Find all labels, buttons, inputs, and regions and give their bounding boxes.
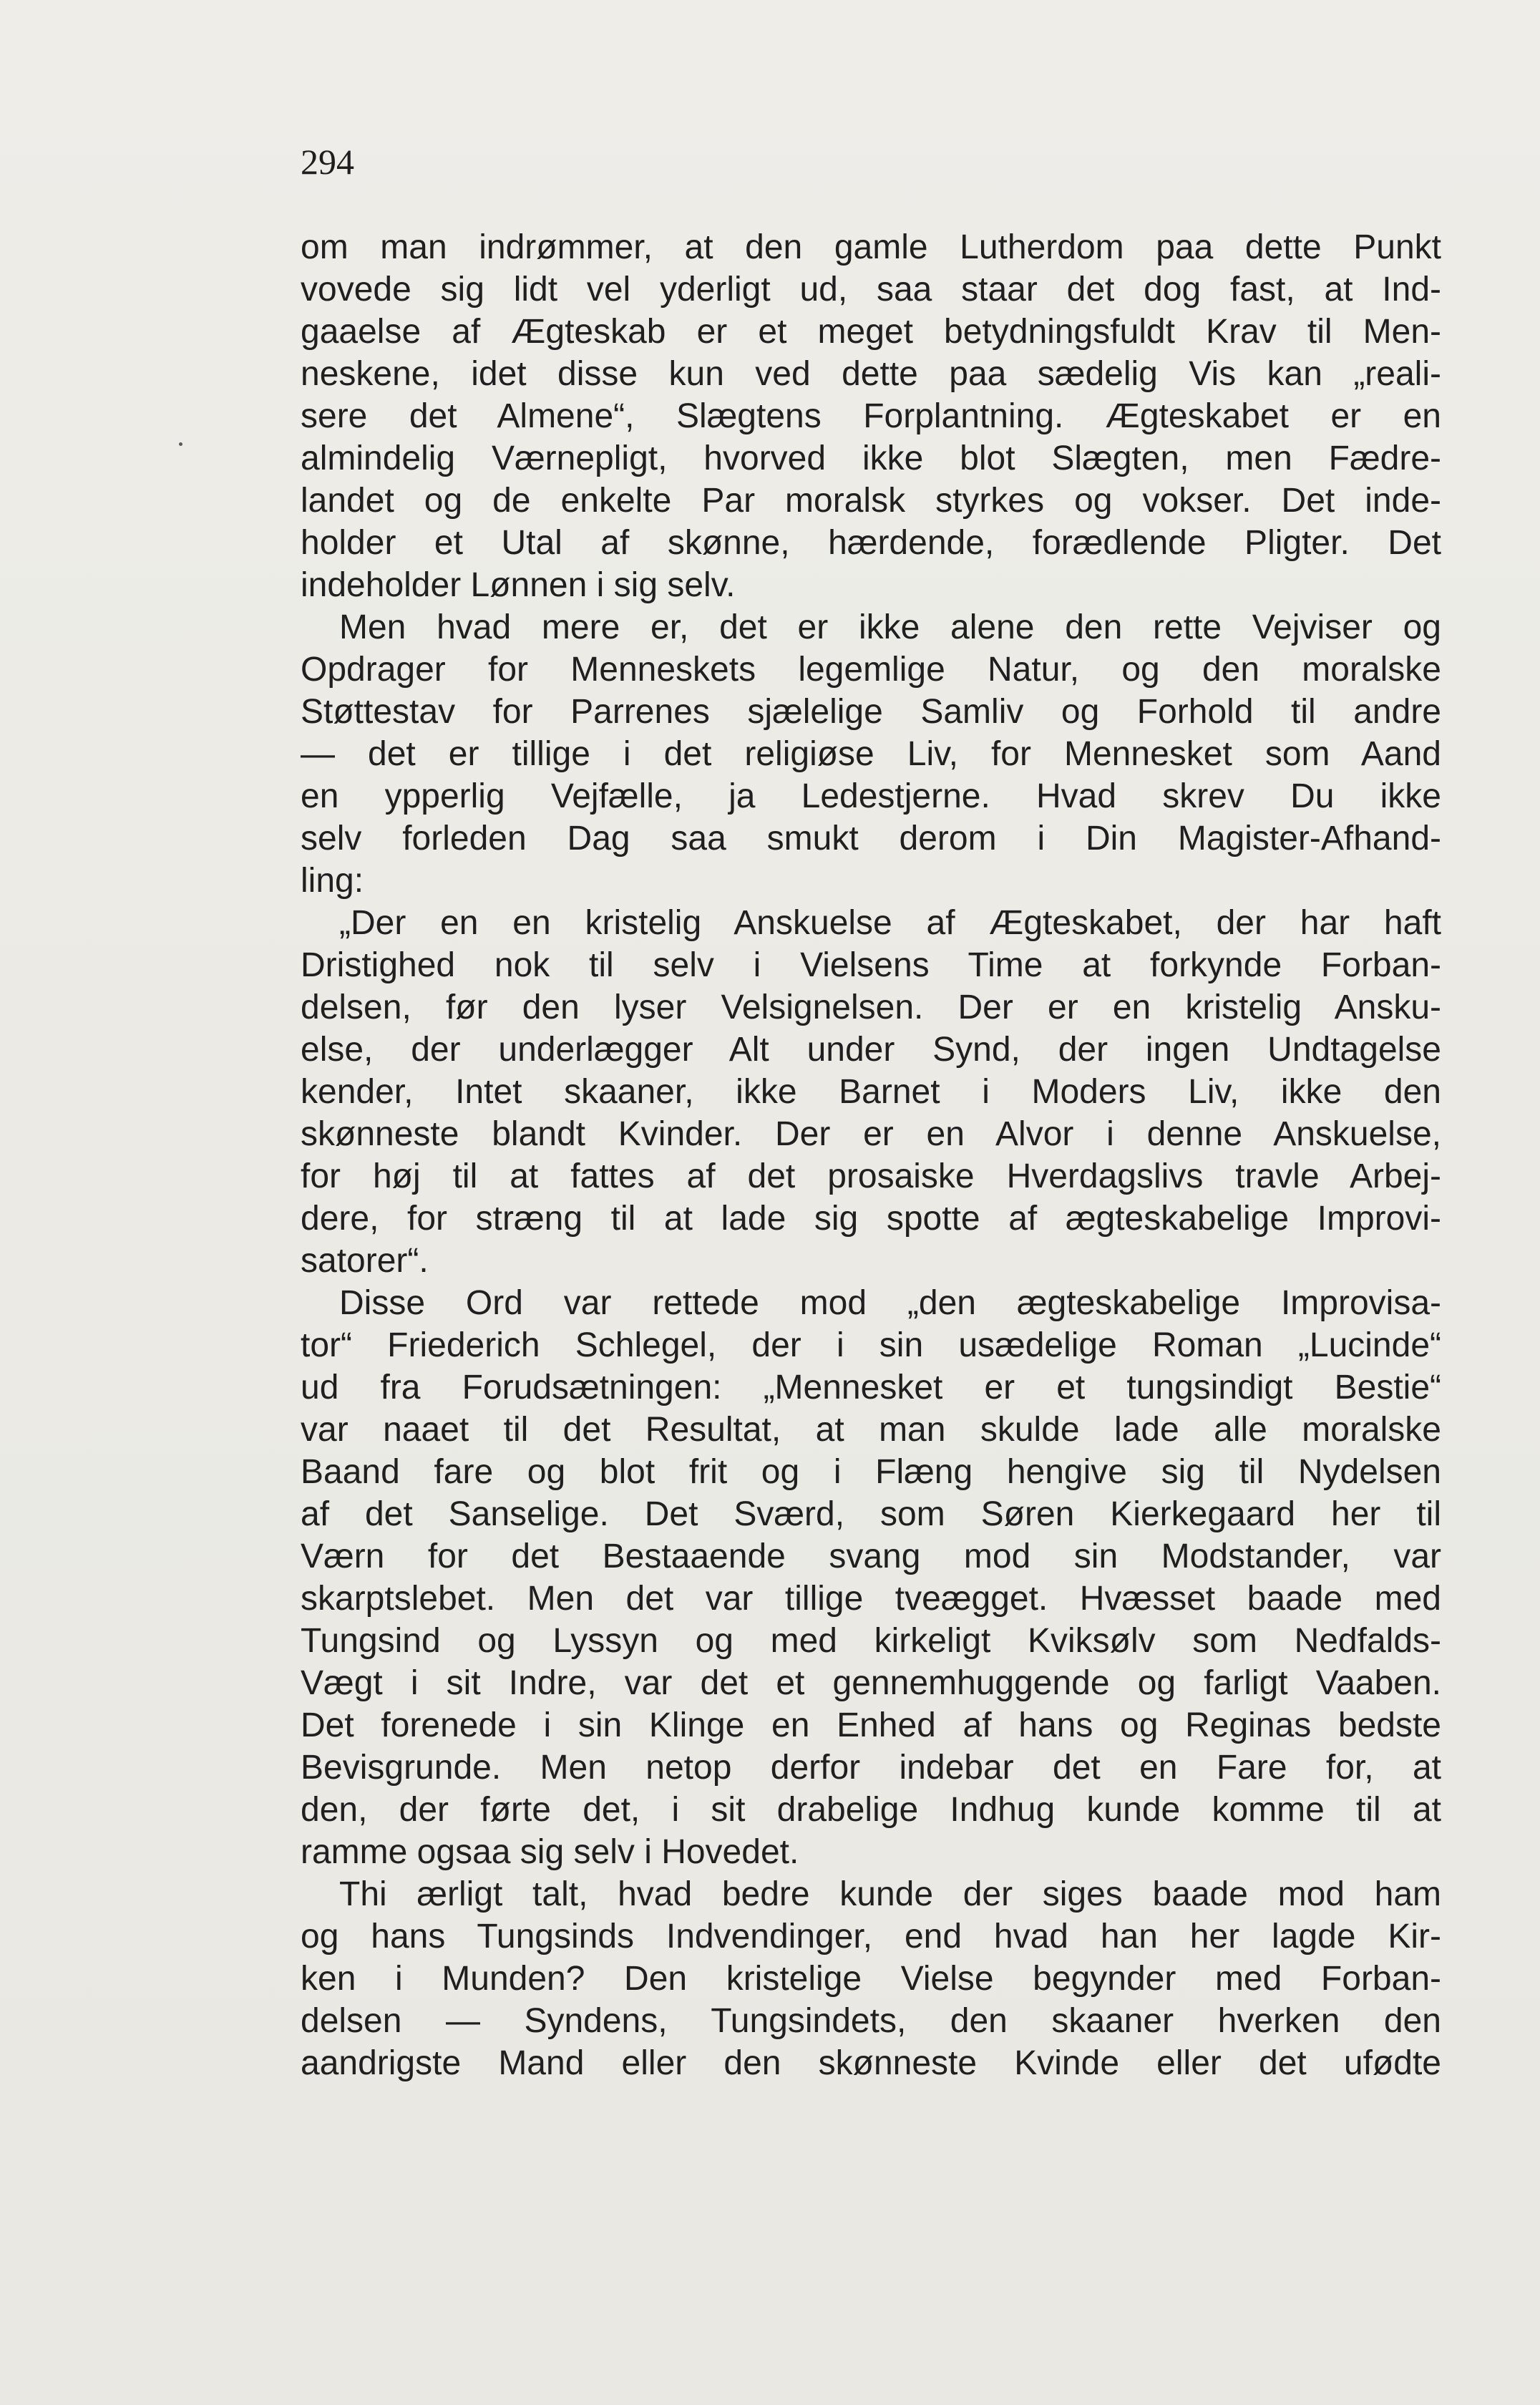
- text-line: almindelig Værnepligt, hvorved ikke blot Slægten, men Fædre-: [301, 439, 1441, 477]
- text-line: Tungsind og Lyssyn og med kirkeligt Kviksølv som Nedfalds-: [301, 1622, 1441, 1660]
- text-line: Thi ærligt talt, hvad bedre kunde der siges baade mod ham: [339, 1875, 1441, 1913]
- text-line: Baand fare og blot frit og i Flæng hengive sig til Nydelsen: [301, 1453, 1441, 1491]
- text-line: om man indrømmer, at den gamle Lutherdom paa dette Punkt: [301, 228, 1441, 266]
- text-line: var naaet til det Resultat, at man skulde lade alle moralske: [301, 1411, 1441, 1449]
- text-line: landet og de enkelte Par moralsk styrkes og vokser. Det inde-: [301, 482, 1441, 520]
- text-line: Det forenede i sin Klinge en Enhed af hans og Reginas bedste: [301, 1706, 1441, 1744]
- text-line: skarptslebet. Men det var tillige tveægget. Hvæsset baade med: [301, 1580, 1441, 1618]
- text-line: den, der førte det, i sit drabelige Indhug kunde komme til at: [301, 1791, 1441, 1829]
- text-line: sere det Almene“, Slægtens Forplantning. Ægteskabet er en: [301, 397, 1441, 435]
- text-line: og hans Tungsinds Indvendinger, end hvad han her lagde Kir-: [301, 1918, 1441, 1955]
- text-line: Værn for det Bestaaende svang mod sin Modstander, var: [301, 1537, 1441, 1575]
- page-number: 294: [301, 142, 354, 182]
- text-line: — det er tillige i det religiøse Liv, for Mennesket som Aand: [301, 735, 1441, 773]
- text-line: holder et Utal af skønne, hærdende, forædlende Pligter. Det: [301, 524, 1441, 562]
- text-line: ud fra Forudsætningen: „Mennesket er et tungsindigt Bestie“: [301, 1369, 1441, 1406]
- text-line: Bevisgrunde. Men netop derfor indebar det en Fare for, at: [301, 1749, 1441, 1787]
- text-line: Opdrager for Menneskets legemlige Natur, og den moralske: [301, 651, 1441, 689]
- text-line: delsen, før den lyser Velsignelsen. Der er en kristelig Ansku-: [301, 988, 1441, 1026]
- text-line: ramme ogsaa sig selv i Hovedet.: [301, 1833, 799, 1871]
- text-line: Støttestav for Parrenes sjælelige Samliv og Forhold til andre: [301, 693, 1441, 731]
- text-line: vovede sig lidt vel yderligt ud, saa staar det dog fast, at Ind-: [301, 271, 1441, 308]
- text-line: selv forleden Dag saa smukt derom i Din Magister-Afhand-: [301, 820, 1441, 857]
- text-line: tor“ Friederich Schlegel, der i sin usædelige Roman „Lucinde“: [301, 1326, 1441, 1364]
- text-line: kender, Intet skaaner, ikke Barnet i Moders Liv, ikke den: [301, 1073, 1441, 1111]
- text-line: satorer“.: [301, 1242, 429, 1280]
- text-line: gaaelse af Ægteskab er et meget betydningsfuldt Krav til Men-: [301, 313, 1441, 351]
- text-line: skønneste blandt Kvinder. Der er en Alvor i denne Anskuelse,: [301, 1115, 1441, 1153]
- text-line: else, der underlægger Alt under Synd, der ingen Undtagelse: [301, 1031, 1441, 1069]
- text-line: „Der en en kristelig Anskuelse af Ægteskabet, der har haft: [339, 904, 1441, 942]
- text-line: ling:: [301, 862, 364, 900]
- text-line: af det Sanselige. Det Sværd, som Søren Kierkegaard her til: [301, 1495, 1441, 1533]
- text-line: ken i Munden? Den kristelige Vielse begynder med Forban-: [301, 1960, 1441, 1998]
- text-line: Vægt i sit Indre, var det et gennemhuggende og farligt Vaaben.: [301, 1664, 1441, 1702]
- text-line: Men hvad mere er, det er ikke alene den rette Vejviser og: [339, 608, 1441, 646]
- text-line: indeholder Lønnen i sig selv.: [301, 566, 736, 604]
- text-line: Dristighed nok til selv i Vielsens Time at forkynde Forban-: [301, 946, 1441, 984]
- body-text: [301, 226, 1441, 2084]
- text-line: for høj til at fattes af det prosaiske Hverdagslivs travle Arbej-: [301, 1157, 1441, 1195]
- text-line: dere, for stræng til at lade sig spotte af ægteskabelige Improvi-: [301, 1200, 1441, 1238]
- text-line: en ypperlig Vejfælle, ja Ledestjerne. Hvad skrev Du ikke: [301, 777, 1441, 815]
- text-line: neskene, idet disse kun ved dette paa sædelig Vis kan „reali-: [301, 355, 1441, 393]
- text-line: Disse Ord var rettede mod „den ægteskabelige Improvisa-: [339, 1284, 1441, 1322]
- text-line: delsen — Syndens, Tungsindets, den skaaner hverken den: [301, 2002, 1441, 2040]
- text-line: aandrigste Mand eller den skønneste Kvinde eller det ufødte: [301, 2044, 1441, 2082]
- print-speck: [179, 442, 182, 446]
